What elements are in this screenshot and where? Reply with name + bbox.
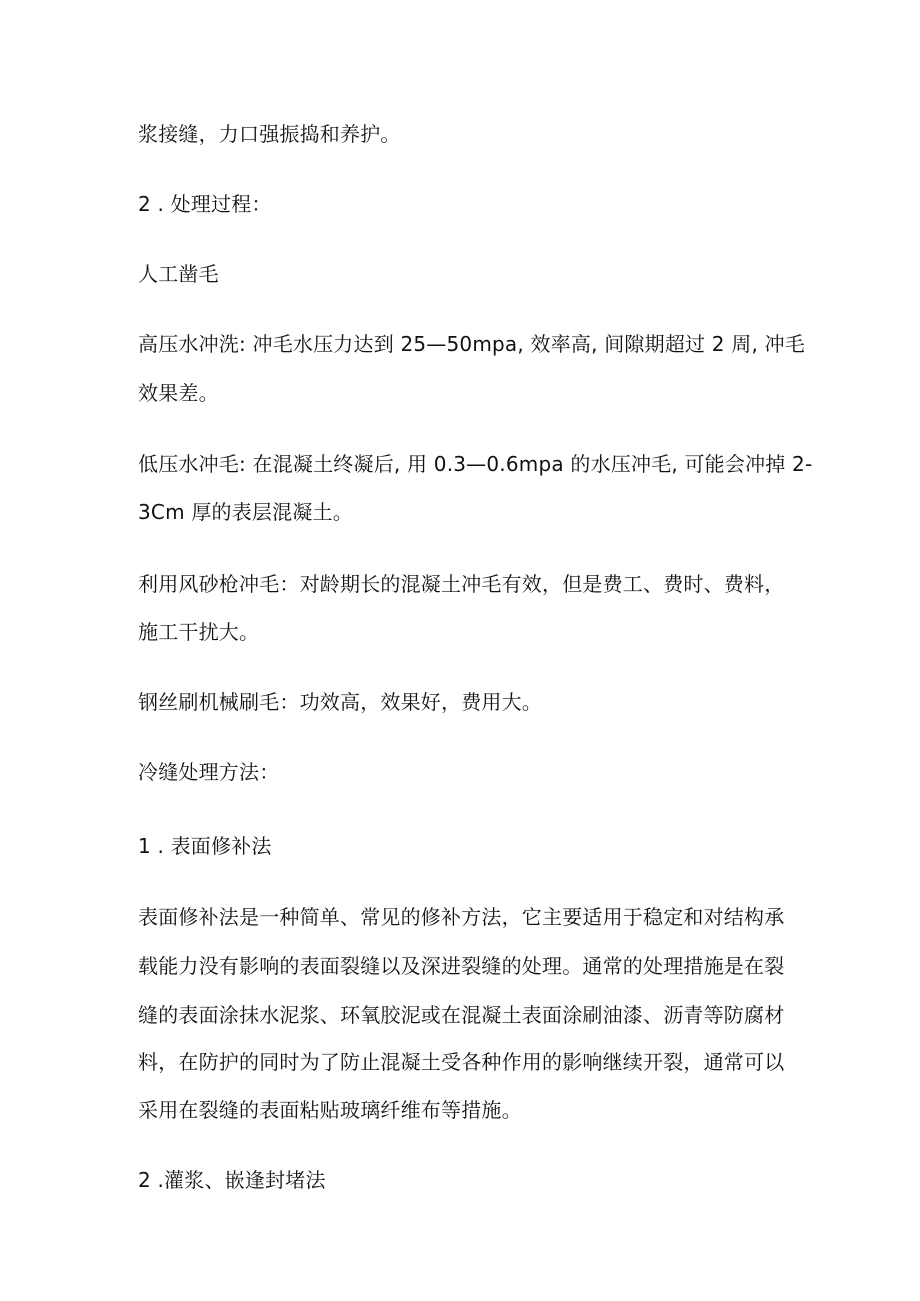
paragraph-line: 采用在裂缝的表面粘贴玻璃纤维布等措施。 [138, 1098, 522, 1122]
paragraph-line: 载能力没有影响的表面裂缝以及深进裂缝的处理。通常的处理措施是在裂 [138, 954, 785, 978]
paragraph-line: 人工凿毛 [138, 262, 219, 286]
paragraph-line: 效果差。 [138, 381, 219, 405]
section-heading: 1 . 表面修补法 [138, 834, 272, 858]
paragraph-line: 浆接缝，力口强振捣和养护。 [138, 122, 401, 146]
paragraph-line: 冷缝处理方法： [138, 760, 280, 784]
paragraph-line: 利用风砂枪冲毛：对龄期长的混凝土冲毛有效，但是费工、费时、费料， [138, 572, 785, 596]
paragraph-line: 钢丝刷机械刷毛：功效高，效果好，费用大。 [138, 690, 542, 714]
paragraph-line: 高压水冲洗: 冲毛水压力达到 25—50mpa, 效率高, 间隙期超过 2 周, 冲毛 [138, 332, 805, 356]
paragraph-line: 表面修补法是一种简单、常见的修补方法，它主要适用于稳定和对结构承 [138, 905, 785, 929]
paragraph-line: 料，在防护的同时为了防止混凝土受各种作用的影响继续开裂，通常可以 [138, 1050, 785, 1074]
section-heading: 2 . 处理过程： [138, 192, 272, 216]
paragraph-line: 低压水冲毛: 在混凝土终凝后, 用 0.3—0.6mpa 的水压冲毛, 可能会冲掉 2- [138, 452, 813, 476]
section-heading: 2 .灌浆、嵌逢封堵法 [138, 1168, 326, 1192]
paragraph-line: 3Cm 厚的表层混凝土。 [138, 500, 353, 524]
paragraph-line: 施工干扰大。 [138, 620, 260, 644]
paragraph-line: 缝的表面涂抹水泥浆、环氧胶泥或在混凝土表面涂刷油漆、沥青等防腐材 [138, 1003, 785, 1027]
